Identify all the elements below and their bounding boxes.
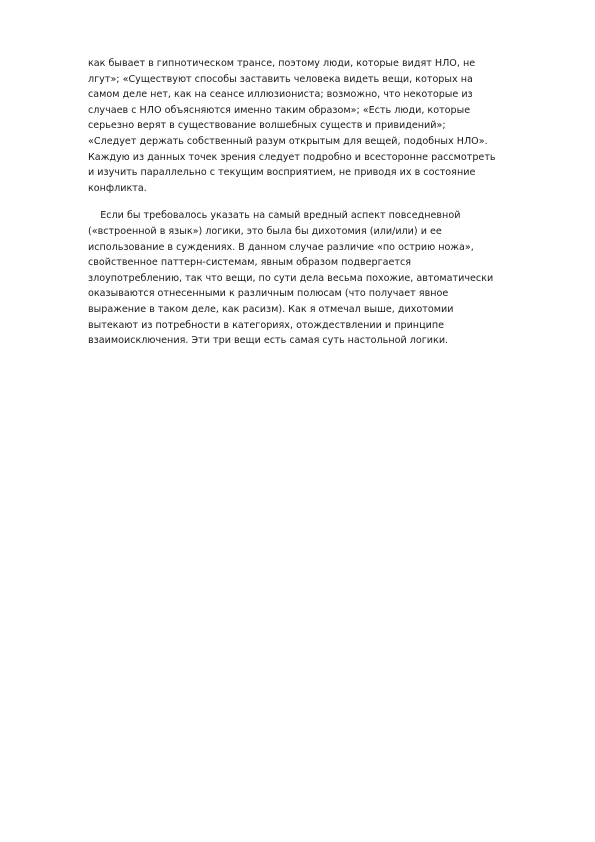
text-line: случаев с НЛО объясняются именно таким образом»; «Есть люди, которые bbox=[88, 104, 471, 116]
text-line: самом деле нет, как на сеансе иллюзиониста; возможно, что некоторые из bbox=[88, 89, 473, 101]
text-line: серьезно верят в существование волшебных существ и привидений»; bbox=[88, 120, 446, 132]
document-body bbox=[88, 56, 558, 349]
text-line: («встроенной в язык») логики, это была бы дихотомия (или/или) и ее bbox=[88, 225, 442, 237]
paragraph-spacer bbox=[88, 196, 558, 208]
text-line: свойственное паттерн-системам, явным образом подвергается bbox=[88, 257, 412, 269]
text-line: вытекают из потребности в категориях, отождествлении и принципе bbox=[88, 319, 445, 331]
text-line: Если бы требовалось указать на самый вредный аспект повседневной bbox=[88, 210, 461, 222]
text-line: злоупотреблению, так что вещи, по сути дела весьма похожие, автоматически bbox=[88, 272, 494, 284]
text-line: и изучить параллельно с текущим восприятием, не приводя их в состояние bbox=[88, 167, 476, 179]
text-line: оказываются отнесенными к различным полюсам (что получает явное bbox=[88, 288, 449, 300]
text-line: использование в суждениях. В данном случае различие «по острию ножа», bbox=[88, 241, 474, 253]
text-line: Каждую из данных точек зрения следует подробно и всесторонне рассмотреть bbox=[88, 151, 496, 163]
text-line: взаимоисключения. Эти три вещи есть самая суть настольной логики. bbox=[88, 335, 449, 347]
text-line: выражение в таком деле, как расизм). Как я отмечал выше, дихотомии bbox=[88, 303, 454, 315]
paragraph-1 bbox=[88, 56, 558, 196]
text-line: «Следует держать собственный разум открытым для вещей, подобных НЛО». bbox=[88, 135, 488, 147]
paragraph-2 bbox=[88, 208, 558, 348]
text-line: как бывает в гипнотическом трансе, поэтому люди, которые видят НЛО, не bbox=[88, 58, 476, 69]
text-line: конфликта. bbox=[88, 182, 147, 194]
text-line: лгут»; «Существуют способы заставить человека видеть вещи, которых на bbox=[88, 73, 473, 85]
